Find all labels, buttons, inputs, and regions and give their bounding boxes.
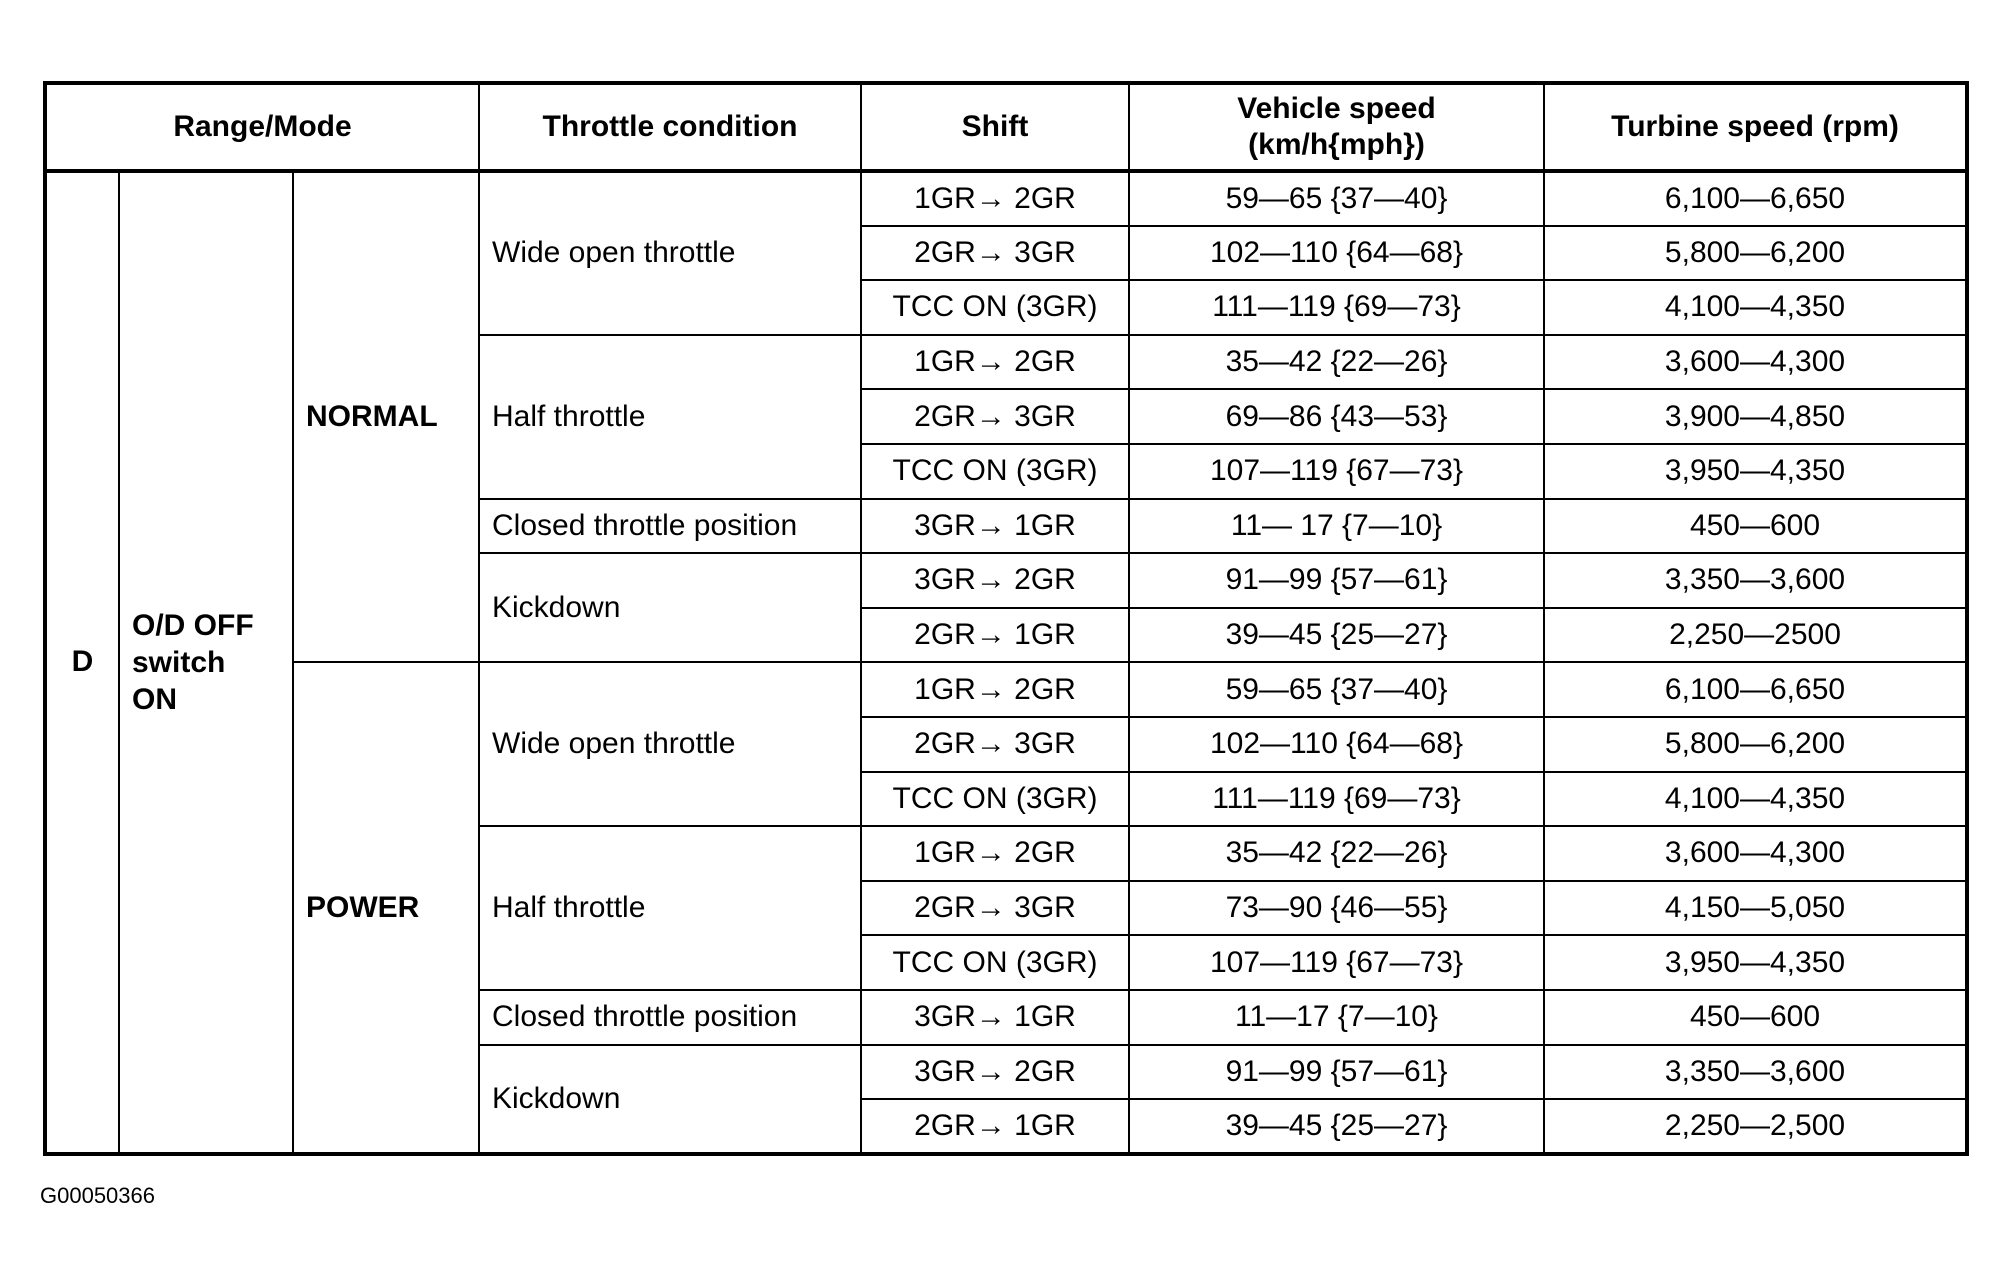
shift-cell: 3GR→ 2GR [861,1045,1129,1100]
od-off-switch-line: switch [132,645,226,679]
vehicle-speed-cell: 102—110 {64—68} [1129,717,1544,772]
vehicle-speed-cell: 59—65 {37—40} [1129,662,1544,717]
mode-cell-power: POWER [293,662,479,1153]
turbine-speed-cell: 5,800—6,200 [1544,717,1967,772]
shift-cell: 1GR→ 2GR [861,171,1129,226]
throttle-condition-cell: Half throttle [479,335,861,499]
header-shift: Shift [861,83,1129,171]
turbine-speed-cell: 3,600—4,300 [1544,335,1967,390]
turbine-speed-cell: 2,250—2500 [1544,608,1967,663]
turbine-speed-cell: 5,800—6,200 [1544,226,1967,281]
shift-cell: 2GR→ 1GR [861,1099,1129,1154]
header-throttle-condition: Throttle condition [479,83,861,171]
turbine-speed-cell: 3,950—4,350 [1544,935,1967,990]
throttle-condition-cell: Kickdown [479,1045,861,1154]
turbine-speed-cell: 4,150—5,050 [1544,881,1967,936]
turbine-speed-cell: 450—600 [1544,499,1967,554]
range-cell: D [45,171,119,1154]
turbine-speed-cell: 450—600 [1544,990,1967,1045]
vehicle-speed-cell: 35—42 {22—26} [1129,335,1544,390]
turbine-speed-cell: 6,100—6,650 [1544,662,1967,717]
vehicle-speed-cell: 11— 17 {7—10} [1129,499,1544,554]
vehicle-speed-cell: 111—119 {69—73} [1129,772,1544,827]
vehicle-speed-cell: 107—119 {67—73} [1129,444,1544,499]
throttle-condition-cell: Closed throttle position [479,990,861,1045]
figure-code: G00050366 [40,1183,155,1208]
header-range-mode: Range/Mode [45,83,479,171]
header-vehicle-speed-line2: (km/h{mph}) [1248,128,1425,161]
turbine-speed-cell: 6,100—6,650 [1544,171,1967,226]
vehicle-speed-cell: 35—42 {22—26} [1129,826,1544,881]
turbine-speed-cell: 3,600—4,300 [1544,826,1967,881]
header-turbine-speed: Turbine speed (rpm) [1544,83,1967,171]
table-body [45,171,1967,1154]
turbine-speed-cell: 3,950—4,350 [1544,444,1967,499]
od-off-switch-line: O/D OFF [132,608,254,642]
shift-cell: TCC ON (3GR) [861,772,1129,827]
shift-cell: 2GR→ 3GR [861,881,1129,936]
turbine-speed-cell: 4,100—4,350 [1544,772,1967,827]
od-off-switch-line: ON [132,682,177,716]
vehicle-speed-cell: 91—99 {57—61} [1129,553,1544,608]
vehicle-speed-cell: 59—65 {37—40} [1129,171,1544,226]
shift-cell: TCC ON (3GR) [861,444,1129,499]
shift-cell: TCC ON (3GR) [861,280,1129,335]
shift-schedule-table [43,81,1969,1156]
shift-cell: 2GR→ 3GR [861,389,1129,444]
throttle-condition-cell: Kickdown [479,553,861,662]
shift-cell: 3GR→ 1GR [861,990,1129,1045]
vehicle-speed-cell: 91—99 {57—61} [1129,1045,1544,1100]
turbine-speed-cell: 3,350—3,600 [1544,553,1967,608]
turbine-speed-cell: 4,100—4,350 [1544,280,1967,335]
vehicle-speed-cell: 73—90 {46—55} [1129,881,1544,936]
table-row [45,171,1967,226]
vehicle-speed-cell: 111—119 {69—73} [1129,280,1544,335]
table-row [45,662,1967,717]
vehicle-speed-cell: 69—86 {43—53} [1129,389,1544,444]
header-vehicle-speed-line1: Vehicle speed [1237,92,1436,125]
shift-cell: 3GR→ 2GR [861,553,1129,608]
turbine-speed-cell: 3,350—3,600 [1544,1045,1967,1100]
vehicle-speed-cell: 11—17 {7—10} [1129,990,1544,1045]
header-vehicle-speed [1129,83,1544,171]
header-row [45,83,1967,171]
shift-cell: 1GR→ 2GR [861,826,1129,881]
vehicle-speed-cell: 39—45 {25—27} [1129,1099,1544,1154]
throttle-condition-cell: Wide open throttle [479,662,861,826]
shift-cell: 2GR→ 3GR [861,226,1129,281]
shift-cell: 2GR→ 3GR [861,717,1129,772]
shift-cell: 2GR→ 1GR [861,608,1129,663]
shift-cell: 1GR→ 2GR [861,662,1129,717]
vehicle-speed-cell: 39—45 {25—27} [1129,608,1544,663]
turbine-speed-cell: 3,900—4,850 [1544,389,1967,444]
throttle-condition-cell: Closed throttle position [479,499,861,554]
vehicle-speed-cell: 102—110 {64—68} [1129,226,1544,281]
vehicle-speed-cell: 107—119 {67—73} [1129,935,1544,990]
throttle-condition-cell: Half throttle [479,826,861,990]
turbine-speed-cell: 2,250—2,500 [1544,1099,1967,1154]
shift-cell: TCC ON (3GR) [861,935,1129,990]
shift-cell: 3GR→ 1GR [861,499,1129,554]
throttle-condition-cell: Wide open throttle [479,171,861,335]
od-off-switch-cell [119,171,293,1154]
mode-cell-normal: NORMAL [293,171,479,662]
shift-cell: 1GR→ 2GR [861,335,1129,390]
